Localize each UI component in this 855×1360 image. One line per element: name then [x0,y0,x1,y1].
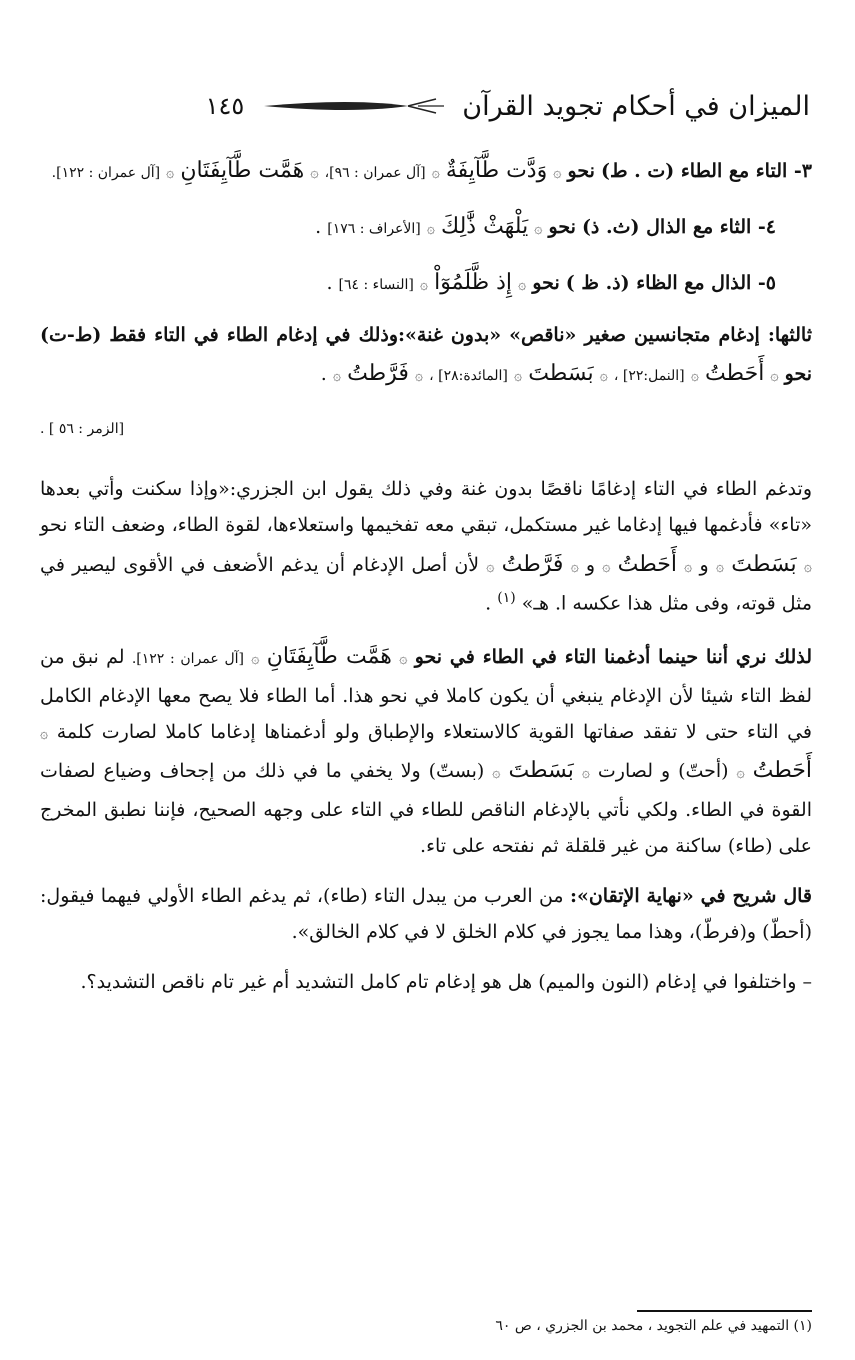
naho-word: نحو [548,215,576,238]
ornament-icon: ۞ [581,764,590,781]
period: . [320,363,327,386]
paragraph-text: (أحتّ) و لصارت [597,759,729,782]
item-4-thaa-with-dhal [40,206,812,248]
item-3-label: ٣- التاء مع الطاء (ت . ط) [600,160,812,182]
verse-reference: [آل عمران : ١٢٢]. [51,165,161,181]
section-third-idgham [40,317,812,395]
paragraph-noon-meem-question [40,964,812,1000]
book-title: الميزان في أحكام تجويد القرآن [462,90,810,122]
item-5-dhal-with-zaa [40,262,812,304]
ornament-icon: ۞ [431,165,440,181]
quran-quote: وَدَّت طَّآيِفَةٌ [445,158,548,183]
paragraph-text: وتدغم الطاء في التاء إدغامًا ناقصًا بدون غنة وفي ذلك يقول ابن الجزري:«وإذا سكنت وأتي بعدها «تاء» فأدغمها فيها إدغاما غير مستكمل، تبقي معه تفخيمها واستعلاءها، لقوة الطاء، وضعف التاء نحو [40,478,812,537]
ornament-icon: ۞ [602,558,611,575]
ornament-icon: ۞ [553,165,562,181]
verse-reference: [آل عمران : ٩٦]، [324,165,426,181]
paragraph-full-vs-partial-idgham [40,636,812,864]
period: . [485,592,492,615]
period: . [326,271,333,294]
paragraph-text: لأن أصل الإدغام أن يدغم الأضعف في الأقوى ليصير في مثل قوته، وفى مثل هذا عكسه ا. هـ» [40,553,812,615]
ornament-icon: ۞ [534,220,543,237]
paragraph-text: (بستّ) ولا يخفي ما في ذلك من إجحاف وضياع لصفات القوة في الطاء. ولكي نأتي بالإدغام الناقص للطاء في التاء على وجهه الصحيح، فإننا نطبق المخرج على (طاء) ساكنة من غير قلقلة ثم نفتحه على تاء. [40,759,812,857]
section-heading: ثالثها: إدغام متجانسين صغير «ناقص» «بدون غنة»:وذلك في إدغام الطاء في التاء فقط (ط-ت) نحو [40,324,812,386]
footnote [40,1318,812,1334]
ornament-icon: ۞ [803,558,812,575]
paragraph-text: من العرب من يبدل التاء (طاء)، ثم يدغم الطاء الأولي فيهما فيقول: (أحطّ) و(فرطّ)، وهذا مما يجوز في كلام الخلق لا في كلام الخالق». [40,884,812,943]
verse-reference: [الأعراف : ١٧٦] [327,220,421,237]
ornament-icon: ۞ [684,558,693,575]
running-header [120,84,810,128]
ornament-icon: ۞ [399,650,408,667]
ornament-icon: ۞ [414,368,424,385]
ornament-icon: ۞ [310,165,319,181]
ornament-icon: ۞ [770,368,779,385]
ornament-icon: ۞ [513,368,523,385]
conjunction: و [585,553,596,576]
quran-quote: أَحَطتُ [617,551,677,577]
ornament-icon: ۞ [166,165,175,181]
quran-quote: هَمَّت طَّآيِفَتَانِ [180,158,305,183]
quran-quote: فَرَّطتُ [347,361,409,387]
page-body [40,150,812,1000]
verse-reference: [الزمر : ٥٦ ] . [40,421,125,438]
quran-quote: بَسَطتَ [508,757,574,783]
conjunction: و [699,553,709,576]
quran-quote: أَحَطتُ [704,361,765,387]
footnote-divider [637,1310,812,1312]
quran-quote: بَسَطتَ [528,361,594,387]
item-5-label: ٥- الذال مع الظاء (ذ. ظ ) [565,271,776,294]
item-3-taa-with-taa [40,150,812,192]
ornament-icon: ۞ [419,276,429,293]
verse-reference: [النساء : ٦٤] [338,276,414,293]
ornament-icon: ۞ [715,558,725,575]
quran-quote: بَسَطتَ [731,551,797,577]
footnote-text: (١) التمهيد في علم التجويد ، محمد بن الجزري ، ص ٦٠ [495,1318,812,1334]
quran-quote: فَرَّطتُ [501,551,564,577]
ornament-icon: ۞ [251,650,260,667]
verse-reference: [آل عمران : ١٢٢]. [131,650,244,667]
page-number: ١٤٥ [205,92,245,120]
footnote-marker: (١) [497,590,516,607]
ornament-icon: ۞ [518,276,527,293]
ornament-icon: ۞ [570,558,579,575]
paragraph-ibn-jazari-quote [40,471,812,621]
ornament-icon: ۞ [736,764,745,781]
ornament-icon: ۞ [690,368,699,385]
quran-quote: أَحَطتُ [752,757,813,783]
item-4-label: ٤- الثاء مع الذال (ث. ذ) [581,215,776,238]
period: . [315,215,322,238]
naho-word: نحو [567,160,595,182]
naho-word: نحو [532,271,560,294]
ornament-icon: ۞ [492,764,501,781]
verse-reference: [النمل:٢٢] ، [613,368,685,385]
header-arrow-ornament [258,96,448,116]
section-third-reference-line [40,409,812,445]
paragraph-text: – واختلفوا في إدغام (النون والميم) هل هو إدغام تام كامل التشديد أم غير تام ناقص التشديد؟. [80,970,812,993]
verse-reference: [المائدة:٢٨] ، [429,368,508,385]
ornament-icon: ۞ [426,220,435,237]
quran-quote: هَمَّت طَّآيِفَتَانِ [266,643,392,669]
paragraph-text: لذلك نري أننا حينما أدغمنا التاء في الطاء في نحو [414,645,812,668]
paragraph-shurayh-quote [40,878,812,950]
quran-quote: إِذ ظَّلَمُوٓاْ [434,269,513,295]
ornament-icon: ۞ [40,725,49,742]
quran-quote: يَلْهَثْ ذَّٰلِكَ [441,213,529,239]
paragraph-lead: قال شريح في «نهاية الإتقان»: [569,884,812,907]
ornament-icon: ۞ [332,368,342,385]
paragraph-text: لم نبق من لفظ التاء شيئا لأن الإدغام ينبغي أن يكون كاملا في نحو هذا. أما الطاء فلا يصح معها الإدغام الكامل في التاء حتى لا تفقد صفاتها القوية كالاستعلاء والإطباق ولو أدغمناها إدغاما كاملا لصارت كلمة [40,645,812,743]
ornament-icon: ۞ [599,368,608,385]
ornament-icon: ۞ [486,558,495,575]
